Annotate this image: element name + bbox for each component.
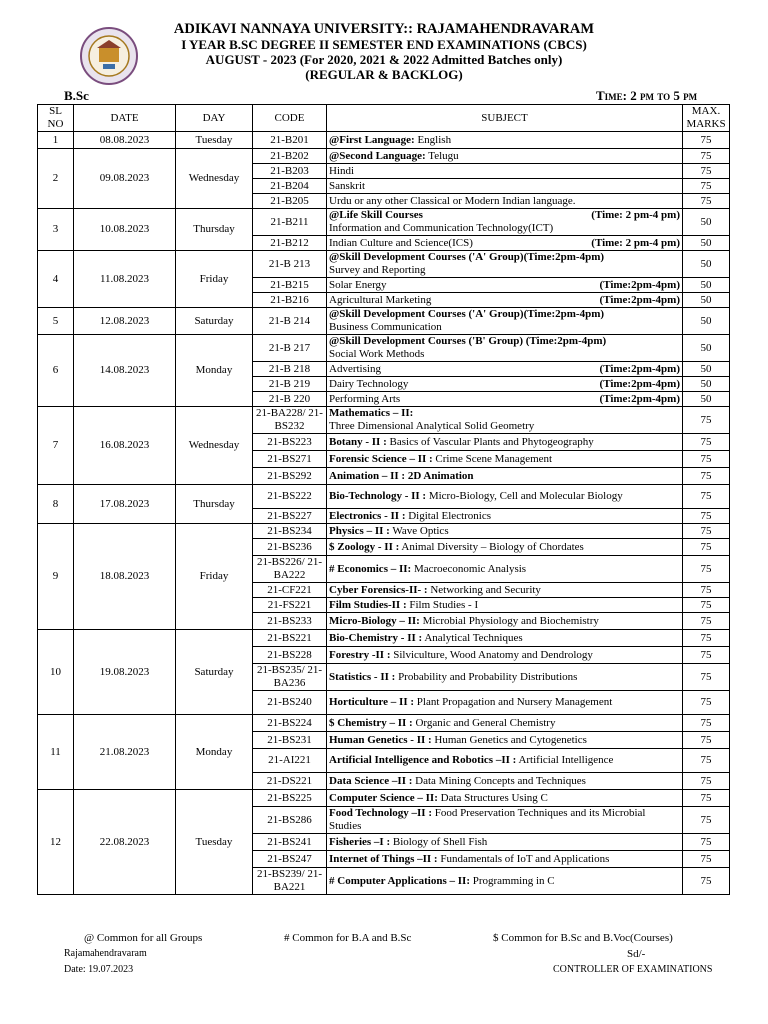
course-code: 21-B 214 (253, 308, 327, 335)
subject-paper: Fundamentals of IoT and Applications (437, 852, 610, 865)
exam-date: 22.08.2023 (74, 790, 176, 895)
max-marks: 50 (683, 278, 730, 293)
max-marks: 50 (683, 293, 730, 308)
course-code: 21-B204 (253, 179, 327, 194)
exam-date: 16.08.2023 (74, 407, 176, 485)
subject-cell (327, 851, 683, 868)
course-code: 21-BS292 (253, 468, 327, 485)
course-code: 21-B203 (253, 164, 327, 179)
session-time: (Time: 2 pm-4 pm) (591, 236, 680, 249)
max-marks: 75 (683, 691, 730, 715)
table-row (38, 715, 730, 732)
subject-title: Mathematics – II: (329, 407, 414, 419)
subject-cell (327, 664, 683, 691)
subject-paper: Social Work Methods (329, 348, 425, 360)
subject-paper: Macroeconomic Analysis (411, 562, 527, 575)
subject-cell (327, 613, 683, 630)
course-code: 21-B201 (253, 132, 327, 149)
subject-title: @Skill Development Courses ('B' Group) (Time:2pm-4pm) (329, 335, 607, 347)
subject-cell (327, 362, 683, 377)
session-time: (Time:2pm-4pm) (599, 392, 680, 405)
subject-cell (327, 149, 683, 164)
subject-paper: Artificial Intelligence (516, 754, 614, 766)
subject-paper: Agricultural Marketing (329, 293, 432, 306)
col-code: CODE (253, 105, 327, 132)
subject-paper: English (414, 133, 452, 146)
course-code: 21-B 217 (253, 335, 327, 362)
col-day: DAY (176, 105, 253, 132)
document-header (0, 22, 768, 82)
subject-cell (327, 308, 683, 335)
subject-paper: Information and Communication Technology(ICT) (329, 222, 554, 234)
max-marks: 75 (683, 451, 730, 468)
course-code: 21-B205 (253, 194, 327, 209)
course-code: 21-BS225 (253, 790, 327, 807)
course-code: 21-B202 (253, 149, 327, 164)
subject-cell (327, 807, 683, 834)
sl-number: 9 (38, 524, 74, 630)
course-code: 21-BS231 (253, 732, 327, 749)
university-name: ADIKAVI NANNAYA UNIVERSITY:: RAJAMAHENDRAVARAM (173, 21, 595, 37)
exam-date: 14.08.2023 (74, 335, 176, 407)
max-marks: 50 (683, 236, 730, 251)
exam-day: Wednesday (176, 149, 253, 209)
subject-paper: Animal Diversity – Biology of Chordates (399, 540, 584, 553)
course-code: 21-BS228 (253, 647, 327, 664)
subject-title: Bio-Chemistry - II : (329, 631, 423, 644)
exam-session: AUGUST - 2023 (For 2020, 2021 & 2022 Admitted Batches only) (205, 52, 563, 67)
subject-cell (327, 164, 683, 179)
subject-paper: Plant Propagation and Nursery Management (414, 696, 613, 708)
subject-title: @Skill Development Courses ('A' Group)(Time:2pm-4pm) (329, 251, 605, 263)
max-marks: 75 (683, 149, 730, 164)
course-code: 21-B215 (253, 278, 327, 293)
max-marks: 50 (683, 392, 730, 407)
sl-number: 1 (38, 132, 74, 149)
subject-paper: Digital Electronics (405, 509, 492, 522)
course-code: 21-B 218 (253, 362, 327, 377)
col-marks: MAX. MARKS (683, 105, 730, 132)
subject-title: Micro-Biology – II: (329, 614, 420, 627)
course-code: 21-BA228/ 21-BS232 (253, 407, 327, 434)
subject-paper: Dairy Technology (329, 377, 409, 390)
exam-date: 08.08.2023 (74, 132, 176, 149)
subject-paper: Advertising (329, 362, 381, 375)
issue-date: Date: 19.07.2023 (64, 964, 134, 975)
subject-title: Botany - II : (329, 435, 387, 448)
subject-title: Food Technology –II : (329, 807, 432, 819)
exam-day: Tuesday (176, 790, 253, 895)
subject-title: Physics – II : (329, 524, 390, 537)
exam-date: 11.08.2023 (74, 251, 176, 308)
course-code: 21-BS223 (253, 434, 327, 451)
subject-paper: Programming in C (469, 874, 555, 887)
course-code: 21-CF221 (253, 583, 327, 598)
max-marks: 75 (683, 556, 730, 583)
subject-cell (327, 485, 683, 509)
subject-paper: Silviculture, Wood Anatomy and Dendrology (390, 648, 593, 661)
subject-cell (327, 407, 683, 434)
max-marks: 75 (683, 749, 730, 773)
table-row (38, 308, 730, 335)
col-date: DATE (74, 105, 176, 132)
course-code: 21-BS271 (253, 451, 327, 468)
max-marks: 50 (683, 308, 730, 335)
sl-number: 3 (38, 209, 74, 251)
subject-cell (327, 278, 683, 293)
subject-paper: Sanskrit (329, 179, 366, 192)
exam-date: 12.08.2023 (74, 308, 176, 335)
subject-paper: Organic and General Chemistry (412, 716, 556, 729)
exam-day: Monday (176, 335, 253, 407)
exam-date: 09.08.2023 (74, 149, 176, 209)
table-row (38, 209, 730, 236)
sl-number: 6 (38, 335, 74, 407)
session-time: (Time:2pm-4pm) (599, 293, 680, 306)
subject-cell (327, 834, 683, 851)
subject-cell (327, 556, 683, 583)
course-code: 21-B216 (253, 293, 327, 308)
sl-number: 5 (38, 308, 74, 335)
table-row (38, 149, 730, 164)
table-row (38, 251, 730, 278)
footnote-common-ba: # Common for B.A and B.Sc (284, 932, 412, 944)
course-code: 21-B212 (253, 236, 327, 251)
course-code: 21-BS226/ 21-BA222 (253, 556, 327, 583)
max-marks: 50 (683, 362, 730, 377)
exam-title: I YEAR B.SC DEGREE II SEMESTER END EXAMINATIONS (CBCS) (181, 37, 587, 52)
exam-date: 19.08.2023 (74, 630, 176, 715)
subject-cell (327, 194, 683, 209)
max-marks: 75 (683, 834, 730, 851)
max-marks: 75 (683, 583, 730, 598)
subject-cell (327, 179, 683, 194)
max-marks: 75 (683, 179, 730, 194)
max-marks: 75 (683, 773, 730, 790)
subject-paper: Hindi (329, 164, 355, 177)
table-row (38, 485, 730, 509)
subject-title: Human Genetics - II : (329, 733, 432, 746)
col-sl: SL NO (38, 105, 74, 132)
subject-cell (327, 293, 683, 308)
max-marks: 75 (683, 613, 730, 630)
subject-cell (327, 509, 683, 524)
exam-day: Friday (176, 524, 253, 630)
subject-cell (327, 598, 683, 613)
max-marks: 75 (683, 132, 730, 149)
max-marks: 75 (683, 851, 730, 868)
subject-paper: Human Genetics and Cytogenetics (431, 733, 587, 746)
sl-number: 8 (38, 485, 74, 524)
subject-cell (327, 647, 683, 664)
subject-title: $ Zoology - II : (329, 540, 400, 553)
subject-paper: Telugu (425, 149, 459, 162)
course-code: 21-BS234 (253, 524, 327, 539)
max-marks: 75 (683, 868, 730, 895)
course-code: 21-AI221 (253, 749, 327, 773)
exam-date: 17.08.2023 (74, 485, 176, 524)
max-marks: 75 (683, 407, 730, 434)
course-code: 21-BS233 (253, 613, 327, 630)
exam-day: Tuesday (176, 132, 253, 149)
subject-cell (327, 236, 683, 251)
subject-title: Computer Science – II: (329, 791, 438, 804)
subject-title: # Computer Applications – II: (329, 874, 470, 887)
subject-paper: Film Studies - I (406, 598, 479, 611)
subject-paper: Biology of Shell Fish (390, 835, 488, 848)
subject-paper: Survey and Reporting (329, 264, 426, 276)
controller-title: CONTROLLER OF EXAMINATIONS (553, 964, 713, 975)
subject-title: Statistics - II : (329, 670, 396, 683)
session-time: (Time:2pm-4pm) (599, 278, 680, 291)
subject-cell (327, 377, 683, 392)
subject-title: Animation – II : 2D Animation (329, 469, 474, 482)
max-marks: 75 (683, 485, 730, 509)
subject-cell (327, 773, 683, 790)
max-marks: 75 (683, 468, 730, 485)
subject-paper: Three Dimensional Analytical Solid Geometry (329, 420, 535, 432)
subject-title: $ Chemistry – II : (329, 716, 413, 729)
course-code: 21-BS227 (253, 509, 327, 524)
table-row (38, 335, 730, 362)
subject-title: Bio-Technology - II : (329, 490, 427, 502)
table-row (38, 132, 730, 149)
exam-day: Thursday (176, 209, 253, 251)
course-code: 21-BS221 (253, 630, 327, 647)
course-code: 21-BS241 (253, 834, 327, 851)
exam-timetable (37, 104, 730, 895)
course-code: 21-B 219 (253, 377, 327, 392)
subject-paper: Probability and Probability Distributions (395, 670, 578, 683)
max-marks: 50 (683, 377, 730, 392)
subject-cell (327, 451, 683, 468)
subject-cell (327, 630, 683, 647)
subject-paper: Urdu or any other Classical or Modern Indian language. (329, 194, 576, 207)
program-label: B.Sc (64, 88, 89, 103)
subject-title: Cyber Forensics-II- : (329, 583, 428, 596)
table-row (38, 407, 730, 434)
max-marks: 75 (683, 598, 730, 613)
sl-number: 11 (38, 715, 74, 790)
exam-day: Monday (176, 715, 253, 790)
max-marks: 75 (683, 524, 730, 539)
signature-mark: Sd/- (627, 948, 646, 960)
subject-title: Internet of Things –II : (329, 852, 438, 865)
sl-number: 12 (38, 790, 74, 895)
subject-cell (327, 691, 683, 715)
subject-title: Horticulture – II : (329, 696, 415, 708)
exam-time: Time: 2 pm to 5 pm (596, 88, 698, 103)
subject-title: Film Studies-II : (329, 598, 407, 611)
max-marks: 75 (683, 647, 730, 664)
max-marks: 75 (683, 630, 730, 647)
subject-paper: Crime Scene Management (432, 452, 553, 465)
max-marks: 50 (683, 209, 730, 236)
sl-number: 4 (38, 251, 74, 308)
max-marks: 75 (683, 715, 730, 732)
session-time: (Time:2pm-4pm) (599, 377, 680, 390)
subject-cell (327, 132, 683, 149)
max-marks: 75 (683, 539, 730, 556)
subject-title: @Second Language: (329, 149, 426, 162)
subject-cell (327, 251, 683, 278)
course-code: 21-BS247 (253, 851, 327, 868)
session-time: (Time:2pm-4pm) (599, 362, 680, 375)
course-code: 21-BS240 (253, 691, 327, 715)
subject-paper: Data Mining Concepts and Techniques (412, 774, 586, 787)
sl-number: 10 (38, 630, 74, 715)
subject-title: Forestry -II : (329, 648, 391, 661)
footnote-common-voc: $ Common for B.Sc and B.Voc(Courses) (493, 932, 673, 944)
course-code: 21-BS224 (253, 715, 327, 732)
subject-cell (327, 868, 683, 895)
subject-title: Artificial Intelligence and Robotics –II : (329, 754, 517, 766)
course-code: 21-BS286 (253, 807, 327, 834)
subject-title: @Skill Development Courses ('A' Group)(Time:2pm-4pm) (329, 308, 605, 320)
course-code: 21-B211 (253, 209, 327, 236)
exam-day: Saturday (176, 308, 253, 335)
course-code: 21-DS221 (253, 773, 327, 790)
subject-paper: Solar Energy (329, 278, 387, 291)
exam-type: (REGULAR & BACKLOG) (305, 67, 463, 82)
place: Rajamahendravaram (64, 948, 147, 959)
exam-day: Friday (176, 251, 253, 308)
subject-paper: Business Communication (329, 321, 442, 333)
max-marks: 50 (683, 251, 730, 278)
subject-paper: Data Structures Using C (437, 791, 548, 804)
subject-title: Fisheries –I : (329, 835, 391, 848)
subject-cell (327, 392, 683, 407)
subject-cell (327, 790, 683, 807)
table-row (38, 790, 730, 807)
subject-paper: Micro-Biology, Cell and Molecular Biology (426, 490, 623, 502)
subject-cell (327, 749, 683, 773)
max-marks: 50 (683, 335, 730, 362)
max-marks: 75 (683, 807, 730, 834)
subject-title: Data Science –II : (329, 774, 413, 787)
subject-cell (327, 539, 683, 556)
max-marks: 75 (683, 664, 730, 691)
exam-date: 18.08.2023 (74, 524, 176, 630)
exam-date: 21.08.2023 (74, 715, 176, 790)
subject-cell (327, 715, 683, 732)
exam-day: Thursday (176, 485, 253, 524)
subject-cell (327, 209, 683, 236)
subject-paper: Food Preservation Techniques and its Microbial Studies (329, 807, 646, 832)
exam-day: Saturday (176, 630, 253, 715)
max-marks: 75 (683, 732, 730, 749)
max-marks: 75 (683, 509, 730, 524)
subject-cell (327, 524, 683, 539)
max-marks: 75 (683, 434, 730, 451)
subject-paper: Microbial Physiology and Biochemistry (419, 614, 599, 627)
subject-paper: Indian Culture and Science(ICS) (329, 236, 473, 249)
course-code: 21-B 213 (253, 251, 327, 278)
course-code: 21-BS235/ 21-BA236 (253, 664, 327, 691)
max-marks: 75 (683, 194, 730, 209)
table-row (38, 630, 730, 647)
exam-day: Wednesday (176, 407, 253, 485)
session-time: (Time: 2 pm-4 pm) (591, 209, 680, 221)
subject-cell (327, 732, 683, 749)
subject-title: Electronics - II : (329, 509, 406, 522)
sl-number: 2 (38, 149, 74, 209)
max-marks: 75 (683, 790, 730, 807)
footnote-common-all: @ Common for all Groups (84, 932, 203, 944)
subject-cell (327, 335, 683, 362)
subject-paper: Wave Optics (389, 524, 449, 537)
subject-paper: Networking and Security (427, 583, 541, 596)
course-code: 21-BS236 (253, 539, 327, 556)
subject-cell (327, 434, 683, 451)
course-code: 21-B 220 (253, 392, 327, 407)
course-code: 21-FS221 (253, 598, 327, 613)
table-row (38, 524, 730, 539)
exam-date: 10.08.2023 (74, 209, 176, 251)
subject-title: @Life Skill Courses (329, 209, 423, 221)
course-code: 21-BS222 (253, 485, 327, 509)
subject-title: Forensic Science – II : (329, 452, 433, 465)
sl-number: 7 (38, 407, 74, 485)
max-marks: 75 (683, 164, 730, 179)
subject-paper: Analytical Techniques (422, 631, 523, 644)
subject-paper: Basics of Vascular Plants and Phytogeography (386, 435, 594, 448)
subject-cell (327, 583, 683, 598)
col-subject: SUBJECT (327, 105, 683, 132)
subject-title: # Economics – II: (329, 562, 412, 575)
subject-title: @First Language: (329, 133, 415, 146)
course-code: 21-BS239/ 21-BA221 (253, 868, 327, 895)
subject-paper: Performing Arts (329, 392, 401, 405)
subject-cell (327, 468, 683, 485)
